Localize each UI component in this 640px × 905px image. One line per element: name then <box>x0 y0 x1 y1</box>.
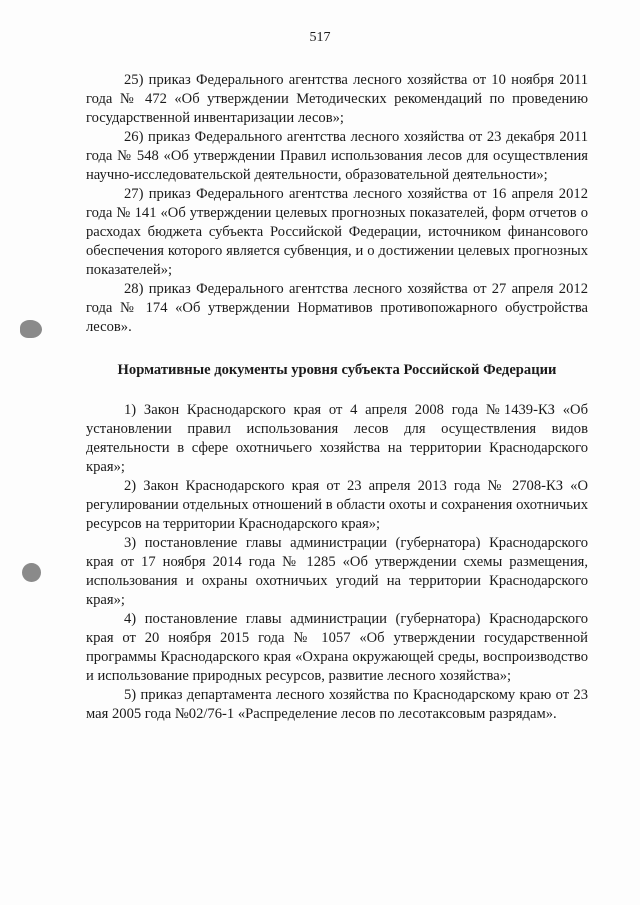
list-item: 3) постановление главы администрации (губернатора) Краснодарского края от 17 ноября 2014 года № 1285 «Об утверждении схемы размещения, использования и охраны охотничьих угодий на территории Краснодарского края»; <box>86 535 588 608</box>
document-body <box>86 71 588 724</box>
section-heading: Нормативные документы уровня субъекта Российской Федерации <box>117 362 557 378</box>
list-item: 27) приказ Федерального агентства лесного хозяйства от 16 апреля 2012 года № 141 «Об утверждении целевых прогнозных показателей, форм отчетов о расходах бюджета субъекта Российской Федерации, источником финансового обеспечения которого является субвенция, и о достижении целевых прогнозных показателей»; <box>86 186 588 278</box>
list-item: 2) Закон Краснодарского края от 23 апреля 2013 года № 2708-КЗ «О регулировании отдельных отношений в области охоты и сохранения охотничьих ресурсов на территории Краснодарского края»; <box>86 478 588 532</box>
list-item: 25) приказ Федерального агентства лесного хозяйства от 10 ноября 2011 года № 472 «Об утверждении Методических рекомендаций по проведению государственной инвентаризации лесов»; <box>86 72 588 126</box>
page-number: 517 <box>309 30 331 45</box>
punch-hole-mark <box>20 320 42 338</box>
punch-hole-mark <box>22 563 41 582</box>
list-item: 1) Закон Краснодарского края от 4 апреля 2008 года №1439-КЗ «Об установлении правил использования лесов для осуществления видов деятельности в сфере охотничьего хозяйства на территории Краснодарского края»; <box>86 402 588 475</box>
list-item: 5) приказ департамента лесного хозяйства по Краснодарскому краю от 23 мая 2005 года №02/76-1 «Распределение лесов по лесотаксовым разрядам». <box>86 687 588 722</box>
list-item: 26) приказ Федерального агентства лесного хозяйства от 23 декабря 2011 года № 548 «Об утверждении Правил использования лесов для осуществления научно-исследовательской деятельности, образовательной деятельности»; <box>86 129 588 183</box>
list-item: 28) приказ Федерального агентства лесного хозяйства от 27 апреля 2012 года № 174 «Об утверждении Нормативов противопожарного обустройства лесов». <box>86 281 588 335</box>
list-item: 4) постановление главы администрации (губернатора) Краснодарского края от 20 ноября 2015 года № 1057 «Об утверждении государственной программы Краснодарского края «Охрана окружающей среды, воспроизводство и использование природных ресурсов, развитие лесного хозяйства»; <box>86 611 588 684</box>
